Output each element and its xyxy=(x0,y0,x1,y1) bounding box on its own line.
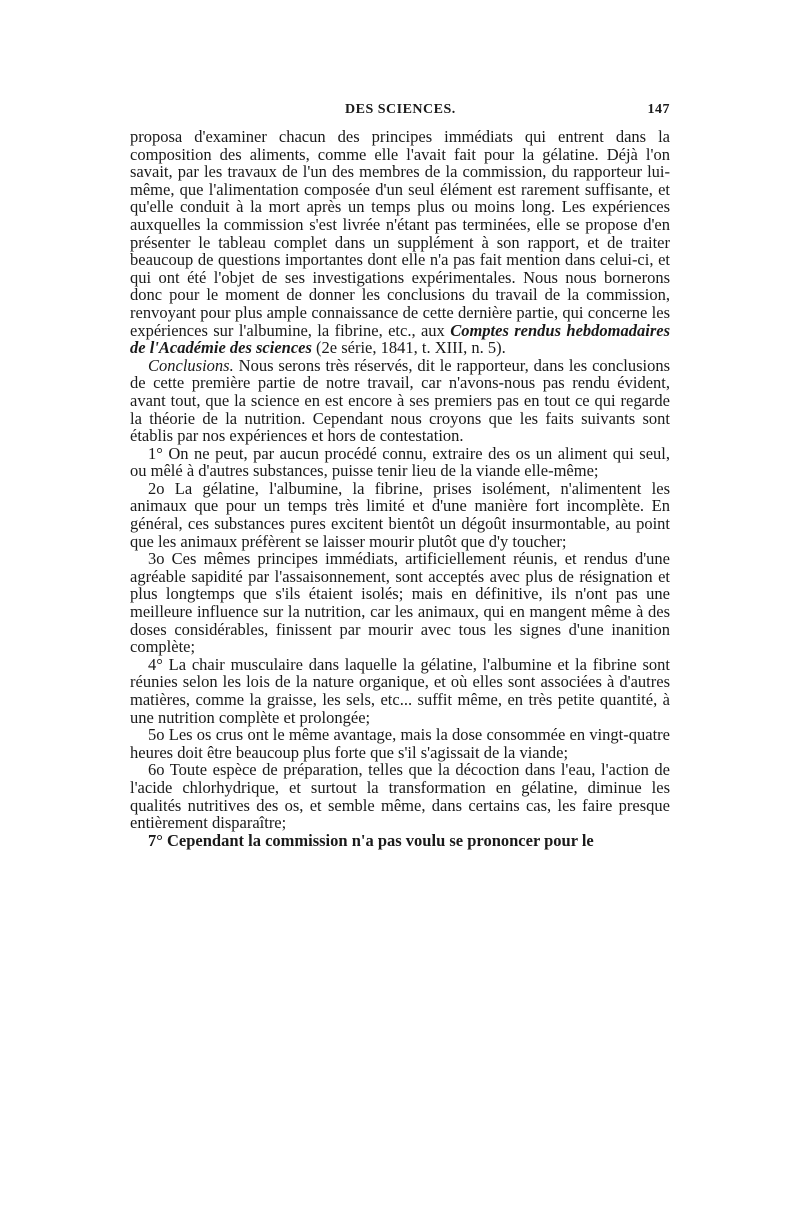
conclusion-item-7: 7° Cependant la commission n'a pas voulu se prononcer pour le xyxy=(148,830,594,850)
citation-title: Comptes rendus hebdomadaires de l'Académie des sciences xyxy=(130,320,671,358)
running-title: DES SCIENCES. xyxy=(345,102,456,117)
intro-text: proposa d'examiner chacun des principes immédiats qui entrent dans la composition des aliments, comme elle l'avait fait pour la gélatine. Déjà l'on savait, par les travaux de l'un des membres de la commission, du rapporteur lui-même, que l'alimentation composée d'un seul élément est rarement suffisante, et qu'elle conduit à la mort après un temps plus ou moins long. Les expériences auxquelles la commission s'est livrée n'étant pas terminées, elle se propose d'en présenter le tableau complet dans un supplément à son rapport, et de traiter beaucoup de questions importantes dont elle n'a pas fait mention dans celui-ci, et qui ont été l'objet de ses investigations expérimentales. Nous nous bornerons donc pour le moment de donner les conclusions du travail de la commission, renvoyant pour plus ample connaissance de cette dernière partie, qui concerne les expériences sur l'albumine, la fibrine, etc., aux xyxy=(130,127,670,340)
conclusion-item-3: 3o Ces mêmes principes immédiats, artificiellement réunis, et rendus d'une agréable sapidité par l'assaisonnement, sont acceptés avec plus de résignation et plus longtemps que s'ils étaient isolés; mais en définitive, ils n'ont pas une meilleure influence sur la nutrition, car les animaux, qui en mangent même à des doses considérables, finissent par mourir avec tous les signes d'une inanition complète; xyxy=(130,549,670,657)
conclusions-text: Nous serons très réservés, dit le rapporteur, dans les conclusions de cette première partie de notre travail, car n'avons-nous pas rendu évident, avant tout, que la science en est encore à ses premiers pas en tout ce qui regarde la théorie de la nutrition. Cependant nous croyons que les faits suivants sont établis par nos expériences et hors de contestation. xyxy=(130,355,670,446)
conclusions-label: Conclusions. xyxy=(148,355,234,375)
intro-paragraph xyxy=(130,128,670,357)
page-body xyxy=(130,128,670,849)
conclusions-paragraph xyxy=(130,357,670,445)
conclusion-item-5: 5o Les os crus ont le même avantage, mais la dose consommée en vingt-quatre heures doit être beaucoup plus forte que s'il s'agissait de la viande; xyxy=(130,725,670,762)
running-header xyxy=(130,102,670,124)
conclusion-item-1: 1° On ne peut, par aucun procédé connu, extraire des os un aliment qui seul, ou mêlé à d'autres substances, puisse tenir lieu de la viande elle-même; xyxy=(130,443,670,481)
citation-details: (2e série, 1841, t. XIII, n. 5). xyxy=(316,338,506,358)
conclusion-item-6: 6o Toute espèce de préparation, telles que la décoction dans l'eau, l'action de l'acide chlorhydrique, et surtout la transformation en gélatine, diminue les qualités nutritives des os, et semble même, dans certains cas, les faire presque entièrement disparaître; xyxy=(130,760,670,833)
conclusion-item-4: 4° La chair musculaire dans laquelle la gélatine, l'albumine et la fibrine sont réunies selon les lois de la nature organique, et où elles sont associées à d'autres matières, comme la graisse, les sels, etc... suffit même, en très petite quantité, à une nutrition complète et prolongée; xyxy=(130,654,670,727)
conclusion-item-2: 2o La gélatine, l'albumine, la fibrine, prises isolément, n'alimentent les animaux que pour un temps très limité et d'une manière fort incomplète. En général, ces substances pures excitent bientôt un dégoût insurmontable, au point que les animaux préfèrent se laisser mourir plutôt que d'y toucher; xyxy=(130,478,670,551)
page-number: 147 xyxy=(647,102,670,117)
